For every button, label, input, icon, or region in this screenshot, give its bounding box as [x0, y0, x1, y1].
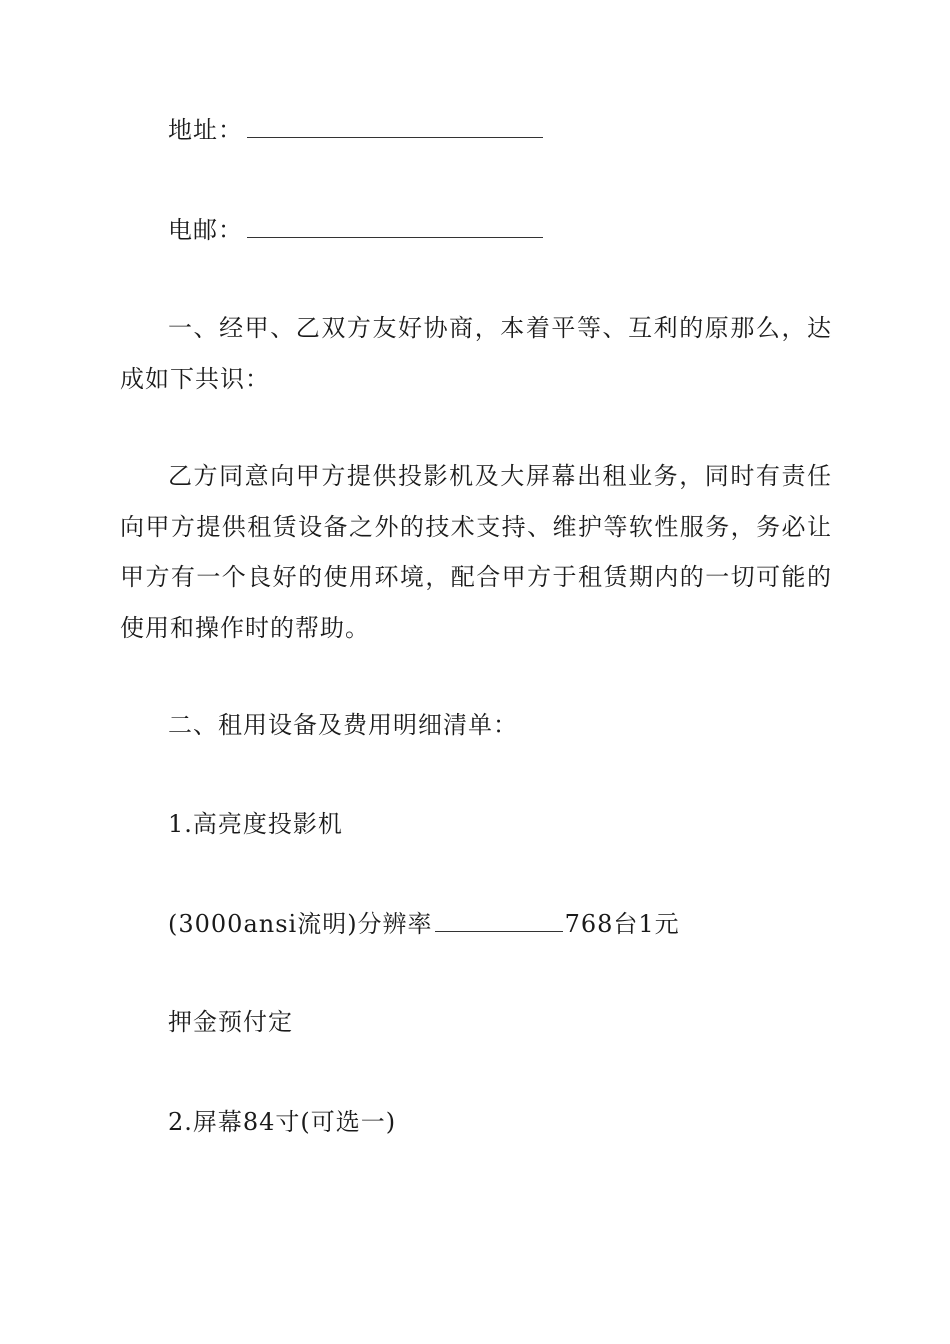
- email-blank-line: [247, 217, 543, 238]
- email-label: 电邮：: [168, 216, 243, 244]
- address-row: [168, 117, 543, 142]
- item1-spec: [168, 911, 680, 936]
- item1-spec-prefix: (3000ansi流明)分辨率: [168, 910, 433, 938]
- item2-title: 2.屏幕84寸(可选一): [168, 1108, 397, 1136]
- section1-body: 乙方同意向甲方提供投影机及大屏幕出租业务，同时有责任向甲方提供租赁设备之外的技术支持、维护等软性服务，务必让甲方有一个良好的使用环境，配合甲方于租赁期内的一切可能的使用和操作时的帮助。: [120, 462, 832, 642]
- section2-heading: 二、租用设备及费用明细清单：: [168, 711, 518, 739]
- section1-heading: 一、经甲、乙双方友好协商，本着平等、互利的原那么，达成如下共识：: [120, 314, 832, 393]
- item1-spec-blank: [435, 911, 563, 932]
- item1-title: 1.高亮度投影机: [168, 810, 343, 838]
- address-label: 地址：: [168, 116, 243, 144]
- email-row: [168, 217, 543, 242]
- item1-deposit: 押金预付定: [168, 1008, 293, 1036]
- address-blank-line: [247, 117, 543, 138]
- item1-spec-suffix: 768台1元: [564, 910, 680, 938]
